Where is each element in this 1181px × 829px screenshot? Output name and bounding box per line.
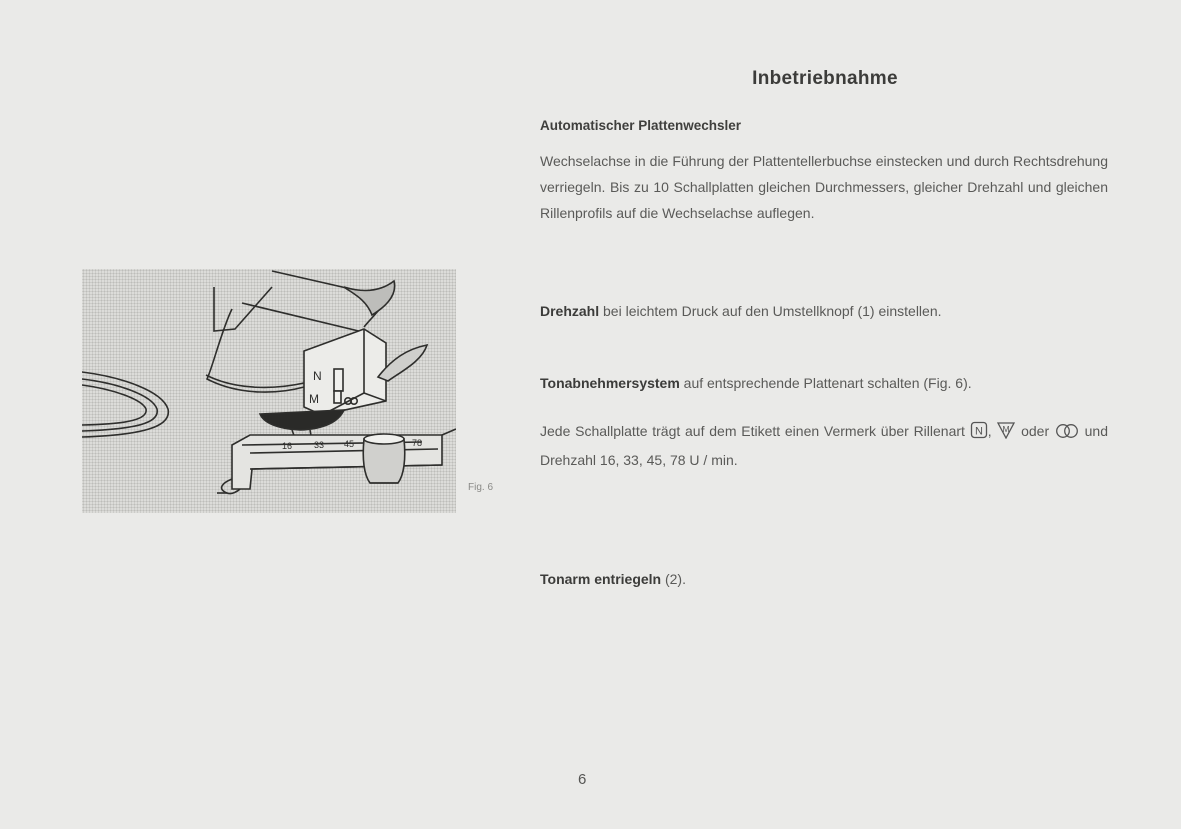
- tonearm-text: (2).: [661, 571, 686, 587]
- record-separator-2: oder: [1016, 423, 1054, 439]
- figure-speed-45: 45: [344, 439, 355, 449]
- record-text-after: und Drehzahl 16, 33, 45, 78 U / min.: [540, 423, 1109, 468]
- section-subheading: Automatischer Plattenwechsler: [540, 118, 742, 133]
- svg-text:M: M: [1002, 424, 1010, 434]
- selector-knob: [363, 434, 405, 483]
- record-separator-1: ,: [987, 423, 997, 439]
- svg-text:N: N: [974, 425, 983, 438]
- record-text-before: Jede Schallplatte trägt auf dem Etikett einen Vermerk über Rillenart: [540, 423, 970, 439]
- tonearm-label: Tonarm entriegeln: [540, 571, 662, 587]
- page-title: Inbetriebnahme: [752, 68, 898, 89]
- figure-label-n: N: [313, 369, 322, 383]
- figure-caption: Fig. 6: [468, 482, 494, 493]
- normal-groove-icon: [970, 421, 988, 447]
- figure-label-m: M: [309, 392, 319, 406]
- pickup-label: Tonabnehmersystem: [540, 375, 680, 391]
- paragraph-speed: [540, 298, 1108, 324]
- paragraph-pickup: [540, 370, 1108, 396]
- speed-selector-base: [217, 435, 442, 494]
- page-number: 6: [578, 771, 587, 788]
- speed-text: bei leichtem Druck auf den Umstellknopf (1) einstellen.: [599, 303, 942, 319]
- figure-pickup-illustration: [82, 269, 456, 513]
- platter-rings: [82, 372, 168, 437]
- paragraph-record-label: [540, 418, 1108, 473]
- pickup-text: auf entsprechende Plattenart schalten (Fig. 6).: [679, 375, 972, 391]
- microgroove-icon: [996, 421, 1016, 447]
- paragraph-changer-instructions: Wechselachse in die Führung der Plattentellerbuchse einstecken und durch Rechtsdrehung verriegeln. Bis zu 10 Schallplatten gleichen Durchmessers, gleicher Drehzahl und gleichen Rillenprofils auf die Wechselachse auflegen.: [540, 153, 1108, 221]
- figure-speed-78: 78: [412, 438, 423, 448]
- cartridge-head: [304, 329, 427, 415]
- stylus-shoe: [260, 410, 344, 430]
- speed-label: Drehzahl: [540, 303, 600, 319]
- paragraph-tonearm: [540, 566, 1108, 592]
- figure-speed-16: 16: [282, 441, 293, 451]
- stereo-icon: [1054, 421, 1080, 447]
- figure-speed-33: 33: [314, 440, 325, 450]
